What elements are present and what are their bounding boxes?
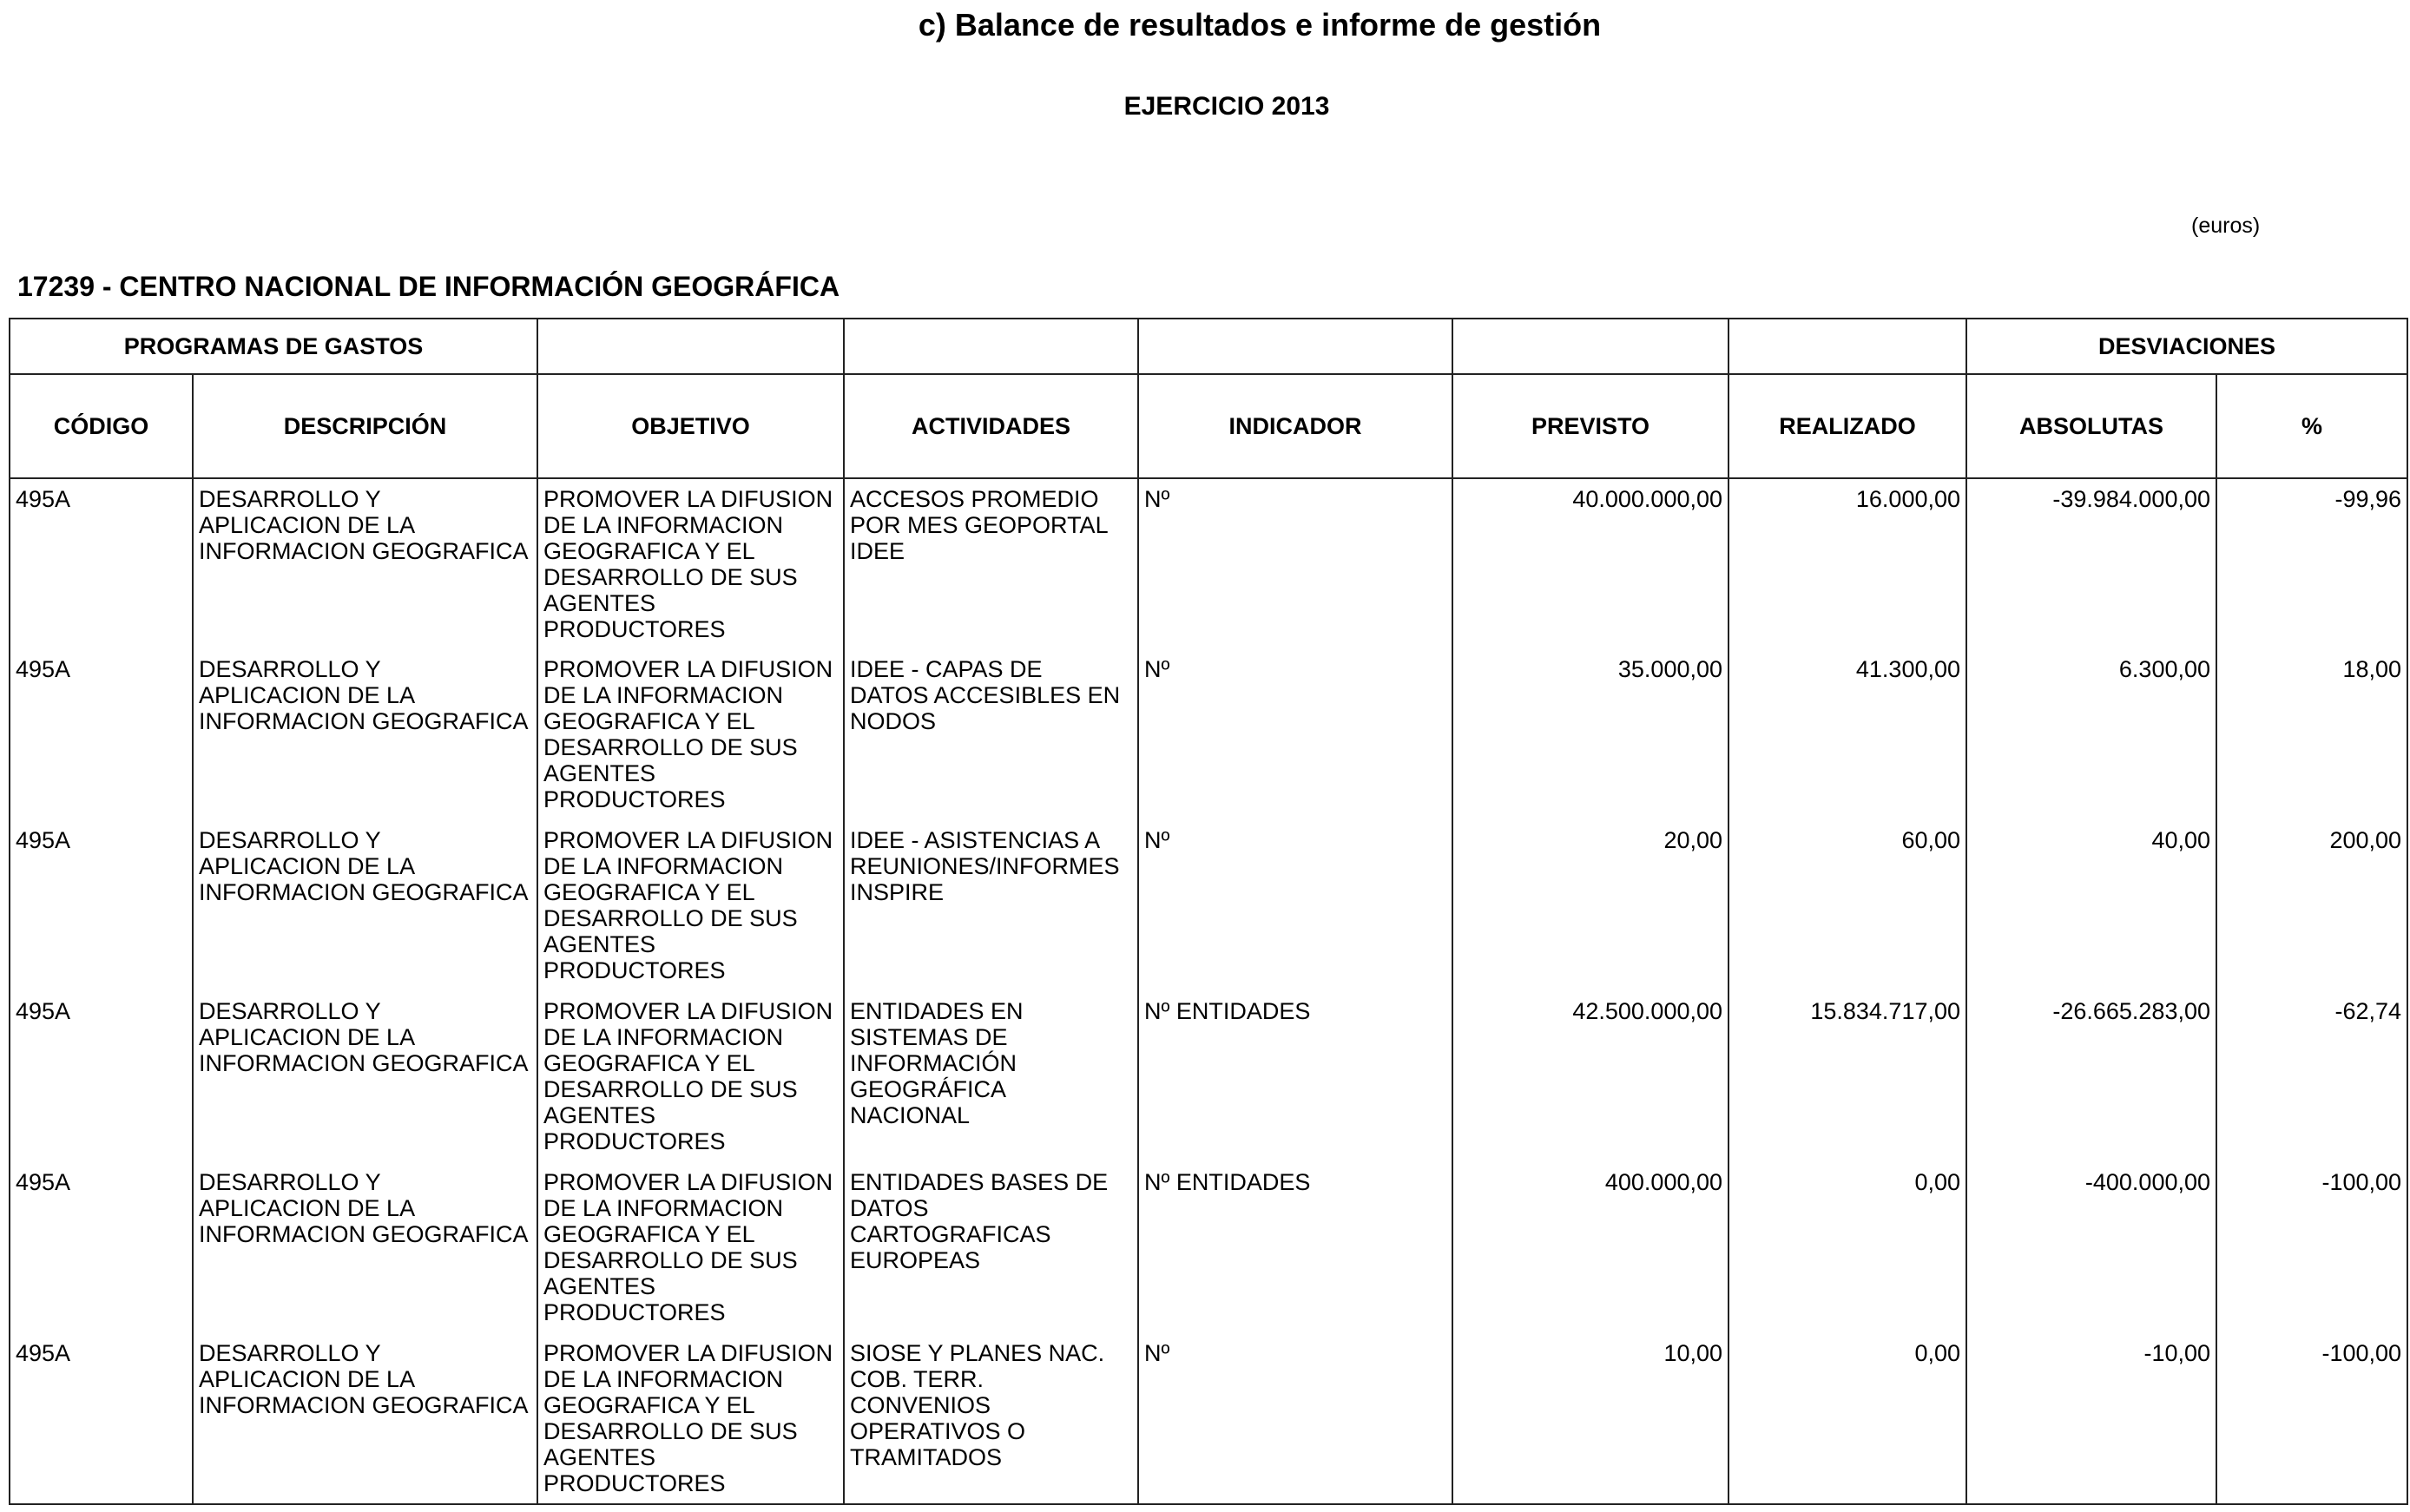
cell-objetivo: PROMOVER LA DIFUSION DE LA INFORMACION GEOGRAFICA Y EL DESARROLLO DE SUS AGENTES PRODUCTORES bbox=[537, 1333, 844, 1504]
cell-indicador: Nº ENTIDADES bbox=[1138, 1162, 1452, 1333]
col-header-previsto: PREVISTO bbox=[1452, 374, 1728, 478]
header-empty-cell bbox=[1138, 319, 1452, 374]
table-row bbox=[10, 478, 2407, 649]
cell-porcentaje: 200,00 bbox=[2216, 820, 2407, 991]
cell-previsto: 35.000,00 bbox=[1452, 649, 1728, 820]
cell-codigo: 495A bbox=[10, 478, 193, 649]
cell-previsto: 20,00 bbox=[1452, 820, 1728, 991]
cell-absolutas: -26.665.283,00 bbox=[1966, 991, 2216, 1162]
header-programas-gastos: PROGRAMAS DE GASTOS bbox=[10, 319, 537, 374]
entity-heading: 17239 - CENTRO NACIONAL DE INFORMACIÓN GEOGRÁFICA bbox=[17, 271, 840, 302]
cell-indicador: Nº bbox=[1138, 478, 1452, 649]
cell-objetivo: PROMOVER LA DIFUSION DE LA INFORMACION GEOGRAFICA Y EL DESARROLLO DE SUS AGENTES PRODUCTORES bbox=[537, 820, 844, 991]
cell-actividades: ENTIDADES BASES DE DATOS CARTOGRAFICAS EUROPEAS bbox=[844, 1162, 1138, 1333]
col-header-actividades: ACTIVIDADES bbox=[844, 374, 1138, 478]
header-empty-cell bbox=[844, 319, 1138, 374]
cell-absolutas: -10,00 bbox=[1966, 1333, 2216, 1504]
cell-previsto: 400.000,00 bbox=[1452, 1162, 1728, 1333]
cell-indicador: Nº bbox=[1138, 820, 1452, 991]
cell-actividades: IDEE - CAPAS DE DATOS ACCESIBLES EN NODOS bbox=[844, 649, 1138, 820]
cell-porcentaje: 18,00 bbox=[2216, 649, 2407, 820]
cell-realizado: 60,00 bbox=[1728, 820, 1966, 991]
cell-codigo: 495A bbox=[10, 991, 193, 1162]
cell-codigo: 495A bbox=[10, 1333, 193, 1504]
cell-codigo: 495A bbox=[10, 820, 193, 991]
cell-codigo: 495A bbox=[10, 1162, 193, 1333]
results-table bbox=[9, 318, 2408, 1505]
cell-porcentaje: -100,00 bbox=[2216, 1333, 2407, 1504]
cell-realizado: 16.000,00 bbox=[1728, 478, 1966, 649]
cell-previsto: 42.500.000,00 bbox=[1452, 991, 1728, 1162]
cell-porcentaje: -100,00 bbox=[2216, 1162, 2407, 1333]
table-row bbox=[10, 649, 2407, 820]
col-header-objetivo: OBJETIVO bbox=[537, 374, 844, 478]
cell-objetivo: PROMOVER LA DIFUSION DE LA INFORMACION GEOGRAFICA Y EL DESARROLLO DE SUS AGENTES PRODUCTORES bbox=[537, 991, 844, 1162]
cell-porcentaje: -99,96 bbox=[2216, 478, 2407, 649]
cell-previsto: 40.000.000,00 bbox=[1452, 478, 1728, 649]
cell-absolutas: -39.984.000,00 bbox=[1966, 478, 2216, 649]
cell-actividades: IDEE - ASISTENCIAS A REUNIONES/INFORMES INSPIRE bbox=[844, 820, 1138, 991]
col-header-porcentaje: % bbox=[2216, 374, 2407, 478]
cell-indicador: Nº bbox=[1138, 649, 1452, 820]
document-title: c) Balance de resultados e informe de gestión bbox=[918, 7, 1602, 43]
cell-realizado: 15.834.717,00 bbox=[1728, 991, 1966, 1162]
cell-codigo: 495A bbox=[10, 649, 193, 820]
cell-actividades: SIOSE Y PLANES NAC. COB. TERR. CONVENIOS OPERATIVOS O TRAMITADOS bbox=[844, 1333, 1138, 1504]
cell-descripcion: DESARROLLO Y APLICACION DE LA INFORMACION GEOGRAFICA bbox=[193, 1162, 537, 1333]
column-header-row bbox=[10, 374, 2407, 478]
header-empty-cell bbox=[1728, 319, 1966, 374]
cell-actividades: ACCESOS PROMEDIO POR MES GEOPORTAL IDEE bbox=[844, 478, 1138, 649]
cell-realizado: 0,00 bbox=[1728, 1162, 1966, 1333]
cell-objetivo: PROMOVER LA DIFUSION DE LA INFORMACION GEOGRAFICA Y EL DESARROLLO DE SUS AGENTES PRODUCTORES bbox=[537, 478, 844, 649]
cell-indicador: Nº ENTIDADES bbox=[1138, 991, 1452, 1162]
cell-descripcion: DESARROLLO Y APLICACION DE LA INFORMACION GEOGRAFICA bbox=[193, 820, 537, 991]
table-row bbox=[10, 1333, 2407, 1504]
col-header-absolutas: ABSOLUTAS bbox=[1966, 374, 2216, 478]
header-empty-cell bbox=[537, 319, 844, 374]
table-row bbox=[10, 1162, 2407, 1333]
group-header-row bbox=[10, 319, 2407, 374]
cell-descripcion: DESARROLLO Y APLICACION DE LA INFORMACION GEOGRAFICA bbox=[193, 991, 537, 1162]
col-header-descripcion: DESCRIPCIÓN bbox=[193, 374, 537, 478]
header-empty-cell bbox=[1452, 319, 1728, 374]
col-header-codigo: CÓDIGO bbox=[10, 374, 193, 478]
col-header-realizado: REALIZADO bbox=[1728, 374, 1966, 478]
table-row bbox=[10, 991, 2407, 1162]
cell-realizado: 41.300,00 bbox=[1728, 649, 1966, 820]
cell-indicador: Nº bbox=[1138, 1333, 1452, 1504]
cell-actividades: ENTIDADES EN SISTEMAS DE INFORMACIÓN GEOGRÁFICA NACIONAL bbox=[844, 991, 1138, 1162]
cell-absolutas: -400.000,00 bbox=[1966, 1162, 2216, 1333]
col-header-indicador: INDICADOR bbox=[1138, 374, 1452, 478]
cell-absolutas: 40,00 bbox=[1966, 820, 2216, 991]
cell-objetivo: PROMOVER LA DIFUSION DE LA INFORMACION GEOGRAFICA Y EL DESARROLLO DE SUS AGENTES PRODUCTORES bbox=[537, 1162, 844, 1333]
table-row bbox=[10, 820, 2407, 991]
cell-previsto: 10,00 bbox=[1452, 1333, 1728, 1504]
cell-descripcion: DESARROLLO Y APLICACION DE LA INFORMACION GEOGRAFICA bbox=[193, 1333, 537, 1504]
cell-absolutas: 6.300,00 bbox=[1966, 649, 2216, 820]
fiscal-year-subtitle: EJERCICIO 2013 bbox=[1123, 92, 1330, 121]
cell-objetivo: PROMOVER LA DIFUSION DE LA INFORMACION GEOGRAFICA Y EL DESARROLLO DE SUS AGENTES PRODUCTORES bbox=[537, 649, 844, 820]
cell-realizado: 0,00 bbox=[1728, 1333, 1966, 1504]
cell-porcentaje: -62,74 bbox=[2216, 991, 2407, 1162]
cell-descripcion: DESARROLLO Y APLICACION DE LA INFORMACION GEOGRAFICA bbox=[193, 478, 537, 649]
currency-units-label: (euros) bbox=[2191, 214, 2261, 238]
cell-descripcion: DESARROLLO Y APLICACION DE LA INFORMACION GEOGRAFICA bbox=[193, 649, 537, 820]
header-desviaciones: DESVIACIONES bbox=[1966, 319, 2407, 374]
